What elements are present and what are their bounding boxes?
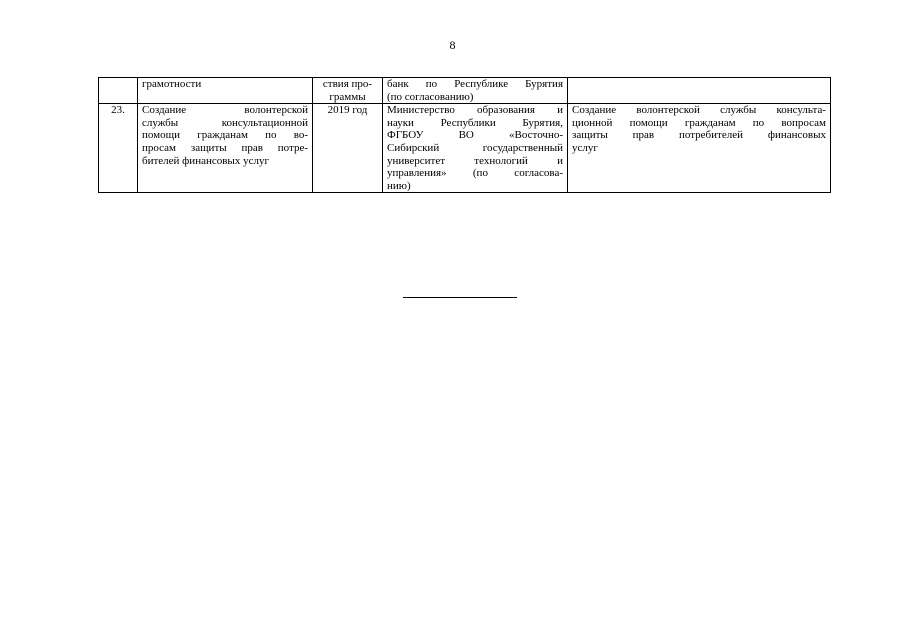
cell-number: [99, 78, 138, 104]
result-line: ционной помощи гражданам по вопросам: [572, 116, 826, 129]
end-of-document-rule: [403, 297, 517, 298]
measures-table: [98, 77, 831, 193]
result-line: услуг: [572, 141, 598, 154]
cell-term: [313, 78, 383, 104]
cell-measure-name: грамотности: [138, 78, 313, 104]
cell-executor: [383, 78, 568, 104]
executor-line: управления» (по согласова-: [387, 167, 563, 180]
executor-line: университет технологий и: [387, 154, 563, 167]
name-line: службы консультационной: [142, 116, 308, 129]
result-line: Создание волонтерской службы консульта-: [572, 104, 826, 117]
table-row-continued: [99, 78, 831, 104]
executor-line: (по согласованию): [387, 90, 474, 103]
page-number: 8: [449, 38, 456, 52]
executor-line: банк по Республике Бурятия: [387, 78, 563, 90]
cell-measure-name: [138, 104, 313, 193]
executor-line: Министерство образования и: [387, 104, 563, 117]
table-row-23: [99, 104, 831, 193]
cell-number: 23.: [99, 104, 138, 193]
result-line: защиты прав потребителей финансовых: [572, 129, 826, 142]
name-line: Создание волонтерской: [142, 104, 308, 117]
term-line: ствия про-: [322, 78, 373, 90]
executor-line: науки Республики Бурятия,: [387, 116, 563, 129]
cell-result: [568, 104, 831, 193]
executor-line: Сибирский государственный: [387, 141, 563, 154]
name-line: бителей финансовых услуг: [142, 154, 269, 167]
cell-term: 2019 год: [313, 104, 383, 193]
term-line: граммы: [329, 90, 366, 103]
name-line: помощи гражданам по во-: [142, 129, 308, 142]
executor-line: ФГБОУ ВО «Восточно-: [387, 129, 563, 142]
name-line: просам защиты прав потре-: [142, 141, 308, 154]
executor-line: нию): [387, 179, 411, 192]
cell-result: [568, 78, 831, 104]
cell-executor: [383, 104, 568, 193]
